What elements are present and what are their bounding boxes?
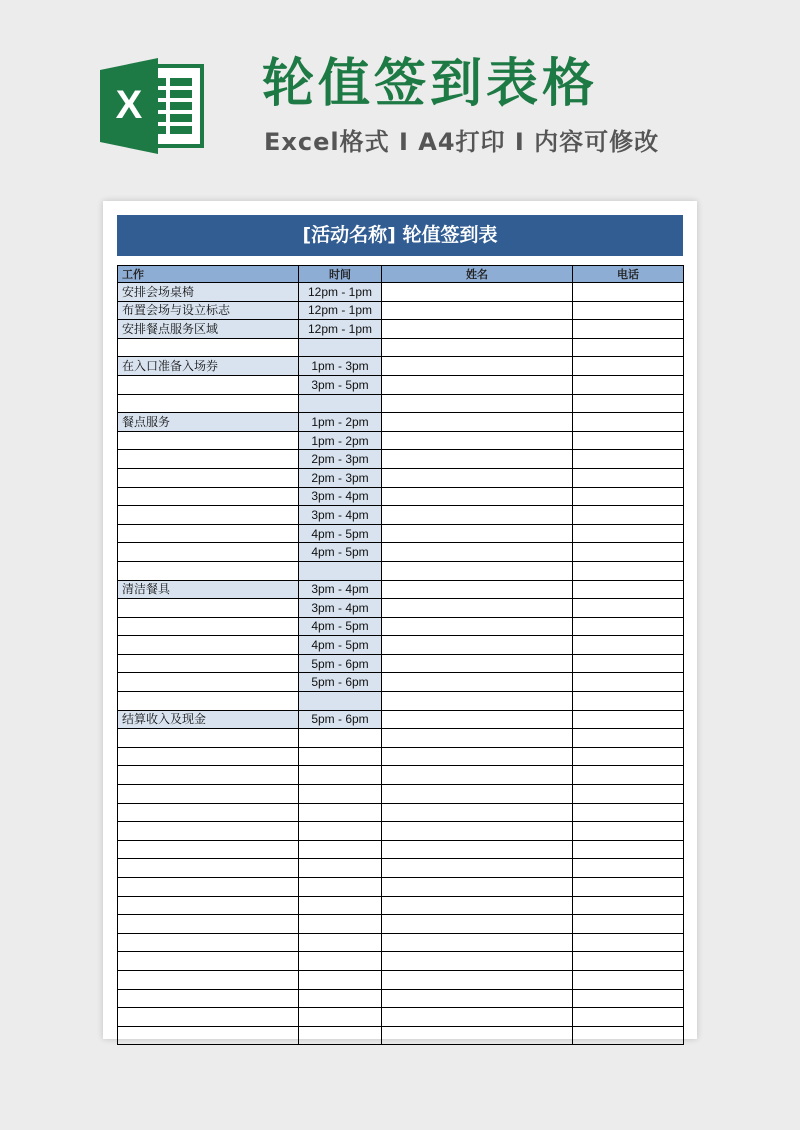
phone-cell[interactable] <box>573 766 684 785</box>
table-row <box>118 636 684 655</box>
name-cell[interactable] <box>382 375 573 394</box>
name-cell[interactable] <box>382 450 573 469</box>
phone-cell[interactable] <box>573 673 684 692</box>
time-cell[interactable]: 5pm - 6pm <box>299 673 382 692</box>
task-cell[interactable] <box>118 673 299 692</box>
task-cell[interactable] <box>118 431 299 450</box>
table-row <box>118 617 684 636</box>
table-row <box>118 506 684 525</box>
table-row <box>118 357 684 376</box>
time-cell[interactable] <box>299 1008 382 1027</box>
phone-cell[interactable] <box>573 915 684 934</box>
phone-cell[interactable] <box>573 636 684 655</box>
time-cell[interactable]: 4pm - 5pm <box>299 543 382 562</box>
name-cell[interactable] <box>382 785 573 804</box>
name-cell[interactable] <box>382 524 573 543</box>
page-title: 轮值签到表格 <box>262 54 599 114</box>
phone-cell[interactable] <box>573 375 684 394</box>
time-cell[interactable]: 5pm - 6pm <box>299 710 382 729</box>
table-row <box>118 375 684 394</box>
name-cell[interactable] <box>382 413 573 432</box>
time-cell[interactable] <box>299 989 382 1008</box>
table-row <box>118 822 684 841</box>
task-cell[interactable] <box>118 487 299 506</box>
task-cell[interactable] <box>118 933 299 952</box>
column-header-task: 工作 <box>118 266 299 283</box>
task-cell[interactable]: 安排会场桌椅 <box>118 283 299 302</box>
time-cell[interactable]: 3pm - 4pm <box>299 599 382 618</box>
table-row <box>118 468 684 487</box>
name-cell[interactable] <box>382 431 573 450</box>
phone-cell[interactable] <box>573 506 684 525</box>
task-cell[interactable] <box>118 1026 299 1045</box>
phone-cell[interactable] <box>573 970 684 989</box>
name-cell[interactable] <box>382 896 573 915</box>
phone-cell[interactable] <box>573 1008 684 1027</box>
excel-logo-icon <box>100 58 204 154</box>
time-cell[interactable] <box>299 338 382 357</box>
table-row <box>118 692 684 711</box>
name-cell[interactable] <box>382 357 573 376</box>
time-cell[interactable] <box>299 952 382 971</box>
task-cell[interactable] <box>118 822 299 841</box>
name-cell[interactable] <box>382 394 573 413</box>
time-cell[interactable] <box>299 785 382 804</box>
phone-cell[interactable] <box>573 320 684 339</box>
time-cell[interactable] <box>299 896 382 915</box>
column-header-phone: 电话 <box>573 266 684 283</box>
table-row <box>118 320 684 339</box>
name-cell[interactable] <box>382 840 573 859</box>
time-cell[interactable]: 4pm - 5pm <box>299 617 382 636</box>
table-row <box>118 710 684 729</box>
signup-table <box>117 265 684 1045</box>
task-cell[interactable]: 餐点服务 <box>118 413 299 432</box>
time-cell[interactable]: 5pm - 6pm <box>299 654 382 673</box>
name-cell[interactable] <box>382 320 573 339</box>
time-cell[interactable] <box>299 803 382 822</box>
table-row <box>118 915 684 934</box>
task-cell[interactable] <box>118 692 299 711</box>
name-cell[interactable] <box>382 747 573 766</box>
table-row <box>118 338 684 357</box>
phone-cell[interactable] <box>573 896 684 915</box>
name-cell[interactable] <box>382 692 573 711</box>
time-cell[interactable] <box>299 840 382 859</box>
task-cell[interactable] <box>118 543 299 562</box>
phone-cell[interactable] <box>573 785 684 804</box>
task-cell[interactable] <box>118 896 299 915</box>
task-cell[interactable] <box>118 859 299 878</box>
phone-cell[interactable] <box>573 487 684 506</box>
page-header <box>0 0 800 190</box>
name-cell[interactable] <box>382 636 573 655</box>
task-cell[interactable] <box>118 989 299 1008</box>
name-cell[interactable] <box>382 710 573 729</box>
time-cell[interactable] <box>299 394 382 413</box>
table-row <box>118 301 684 320</box>
time-cell[interactable]: 12pm - 1pm <box>299 320 382 339</box>
time-cell[interactable] <box>299 692 382 711</box>
task-cell[interactable] <box>118 915 299 934</box>
time-cell[interactable]: 1pm - 2pm <box>299 413 382 432</box>
time-cell[interactable]: 2pm - 3pm <box>299 450 382 469</box>
name-cell[interactable] <box>382 599 573 618</box>
task-cell[interactable] <box>118 729 299 748</box>
table-row <box>118 524 684 543</box>
table-row <box>118 1026 684 1045</box>
phone-cell[interactable] <box>573 840 684 859</box>
name-cell[interactable] <box>382 878 573 897</box>
name-cell[interactable] <box>382 468 573 487</box>
name-cell[interactable] <box>382 989 573 1008</box>
task-cell[interactable] <box>118 952 299 971</box>
phone-cell[interactable] <box>573 1026 684 1045</box>
task-cell[interactable] <box>118 394 299 413</box>
time-cell[interactable]: 3pm - 4pm <box>299 506 382 525</box>
name-cell[interactable] <box>382 617 573 636</box>
phone-cell[interactable] <box>573 283 684 302</box>
name-cell[interactable] <box>382 952 573 971</box>
table-row <box>118 580 684 599</box>
column-header-time: 时间 <box>299 266 382 283</box>
phone-cell[interactable] <box>573 413 684 432</box>
task-cell[interactable] <box>118 766 299 785</box>
time-cell[interactable]: 1pm - 2pm <box>299 431 382 450</box>
phone-cell[interactable] <box>573 878 684 897</box>
phone-cell[interactable] <box>573 599 684 618</box>
time-cell[interactable]: 1pm - 3pm <box>299 357 382 376</box>
phone-cell[interactable] <box>573 747 684 766</box>
task-cell[interactable]: 布置会场与设立标志 <box>118 301 299 320</box>
table-row <box>118 654 684 673</box>
phone-cell[interactable] <box>573 989 684 1008</box>
task-cell[interactable] <box>118 654 299 673</box>
column-header-name: 姓名 <box>382 266 573 283</box>
task-cell[interactable] <box>118 840 299 859</box>
name-cell[interactable] <box>382 859 573 878</box>
name-cell[interactable] <box>382 1026 573 1045</box>
name-cell[interactable] <box>382 561 573 580</box>
table-row <box>118 803 684 822</box>
name-cell[interactable] <box>382 766 573 785</box>
phone-cell[interactable] <box>573 301 684 320</box>
task-cell[interactable] <box>118 375 299 394</box>
task-cell[interactable] <box>118 803 299 822</box>
task-cell[interactable] <box>118 747 299 766</box>
time-cell[interactable] <box>299 933 382 952</box>
phone-cell[interactable] <box>573 654 684 673</box>
task-cell[interactable] <box>118 506 299 525</box>
time-cell[interactable]: 4pm - 5pm <box>299 524 382 543</box>
name-cell[interactable] <box>382 822 573 841</box>
name-cell[interactable] <box>382 803 573 822</box>
table-row <box>118 394 684 413</box>
phone-cell[interactable] <box>573 933 684 952</box>
phone-cell[interactable] <box>573 803 684 822</box>
table-row <box>118 859 684 878</box>
name-cell[interactable] <box>382 970 573 989</box>
table-row <box>118 785 684 804</box>
task-cell[interactable] <box>118 524 299 543</box>
phone-cell[interactable] <box>573 561 684 580</box>
phone-cell[interactable] <box>573 952 684 971</box>
phone-cell[interactable] <box>573 580 684 599</box>
phone-cell[interactable] <box>573 468 684 487</box>
name-cell[interactable] <box>382 283 573 302</box>
phone-cell[interactable] <box>573 450 684 469</box>
phone-cell[interactable] <box>573 338 684 357</box>
task-cell[interactable] <box>118 468 299 487</box>
task-cell[interactable] <box>118 599 299 618</box>
task-cell[interactable] <box>118 338 299 357</box>
page-subtitle: Excel格式 I A4打印 I 内容可修改 <box>264 128 660 156</box>
table-row <box>118 561 684 580</box>
time-cell[interactable] <box>299 561 382 580</box>
name-cell[interactable] <box>382 933 573 952</box>
sheet-paper <box>103 201 697 1039</box>
sheet-title: [活动名称] 轮值签到表 <box>117 215 683 256</box>
task-cell[interactable] <box>118 1008 299 1027</box>
phone-cell[interactable] <box>573 710 684 729</box>
phone-cell[interactable] <box>573 543 684 562</box>
task-cell[interactable] <box>118 636 299 655</box>
phone-cell[interactable] <box>573 524 684 543</box>
time-cell[interactable]: 2pm - 3pm <box>299 468 382 487</box>
phone-cell[interactable] <box>573 692 684 711</box>
time-cell[interactable]: 3pm - 4pm <box>299 580 382 599</box>
time-cell[interactable]: 12pm - 1pm <box>299 283 382 302</box>
table-row <box>118 283 684 302</box>
task-cell[interactable] <box>118 561 299 580</box>
name-cell[interactable] <box>382 543 573 562</box>
task-cell[interactable]: 安排餐点服务区域 <box>118 320 299 339</box>
task-cell[interactable]: 在入口准备入场券 <box>118 357 299 376</box>
phone-cell[interactable] <box>573 431 684 450</box>
table-row <box>118 952 684 971</box>
name-cell[interactable] <box>382 915 573 934</box>
phone-cell[interactable] <box>573 394 684 413</box>
name-cell[interactable] <box>382 506 573 525</box>
table-row <box>118 543 684 562</box>
table-row <box>118 487 684 506</box>
task-cell[interactable]: 结算收入及现金 <box>118 710 299 729</box>
table-row <box>118 878 684 897</box>
time-cell[interactable]: 4pm - 5pm <box>299 636 382 655</box>
table-row <box>118 673 684 692</box>
time-cell[interactable] <box>299 970 382 989</box>
phone-cell[interactable] <box>573 617 684 636</box>
name-cell[interactable] <box>382 654 573 673</box>
phone-cell[interactable] <box>573 357 684 376</box>
time-cell[interactable]: 12pm - 1pm <box>299 301 382 320</box>
table-row <box>118 747 684 766</box>
table-row <box>118 1008 684 1027</box>
name-cell[interactable] <box>382 301 573 320</box>
table-row <box>118 970 684 989</box>
name-cell[interactable] <box>382 1008 573 1027</box>
time-cell[interactable]: 3pm - 4pm <box>299 487 382 506</box>
task-cell[interactable] <box>118 970 299 989</box>
table-row <box>118 413 684 432</box>
task-cell[interactable] <box>118 878 299 897</box>
name-cell[interactable] <box>382 729 573 748</box>
time-cell[interactable] <box>299 915 382 934</box>
logo-letter: X <box>115 83 143 127</box>
table-row <box>118 896 684 915</box>
phone-cell[interactable] <box>573 859 684 878</box>
time-cell[interactable] <box>299 822 382 841</box>
time-cell[interactable] <box>299 766 382 785</box>
table-row <box>118 450 684 469</box>
table-row <box>118 431 684 450</box>
name-cell[interactable] <box>382 673 573 692</box>
table-row <box>118 933 684 952</box>
task-cell[interactable] <box>118 785 299 804</box>
table-row <box>118 599 684 618</box>
time-cell[interactable] <box>299 878 382 897</box>
time-cell[interactable] <box>299 1026 382 1045</box>
phone-cell[interactable] <box>573 729 684 748</box>
table-row <box>118 989 684 1008</box>
name-cell[interactable] <box>382 487 573 506</box>
table-row <box>118 840 684 859</box>
task-cell[interactable] <box>118 617 299 636</box>
name-cell[interactable] <box>382 338 573 357</box>
time-cell[interactable] <box>299 859 382 878</box>
table-row <box>118 766 684 785</box>
phone-cell[interactable] <box>573 822 684 841</box>
task-cell[interactable]: 清洁餐具 <box>118 580 299 599</box>
table-row <box>118 729 684 748</box>
time-cell[interactable] <box>299 747 382 766</box>
time-cell[interactable]: 3pm - 5pm <box>299 375 382 394</box>
time-cell[interactable] <box>299 729 382 748</box>
task-cell[interactable] <box>118 450 299 469</box>
table-header-row <box>118 266 684 283</box>
name-cell[interactable] <box>382 580 573 599</box>
